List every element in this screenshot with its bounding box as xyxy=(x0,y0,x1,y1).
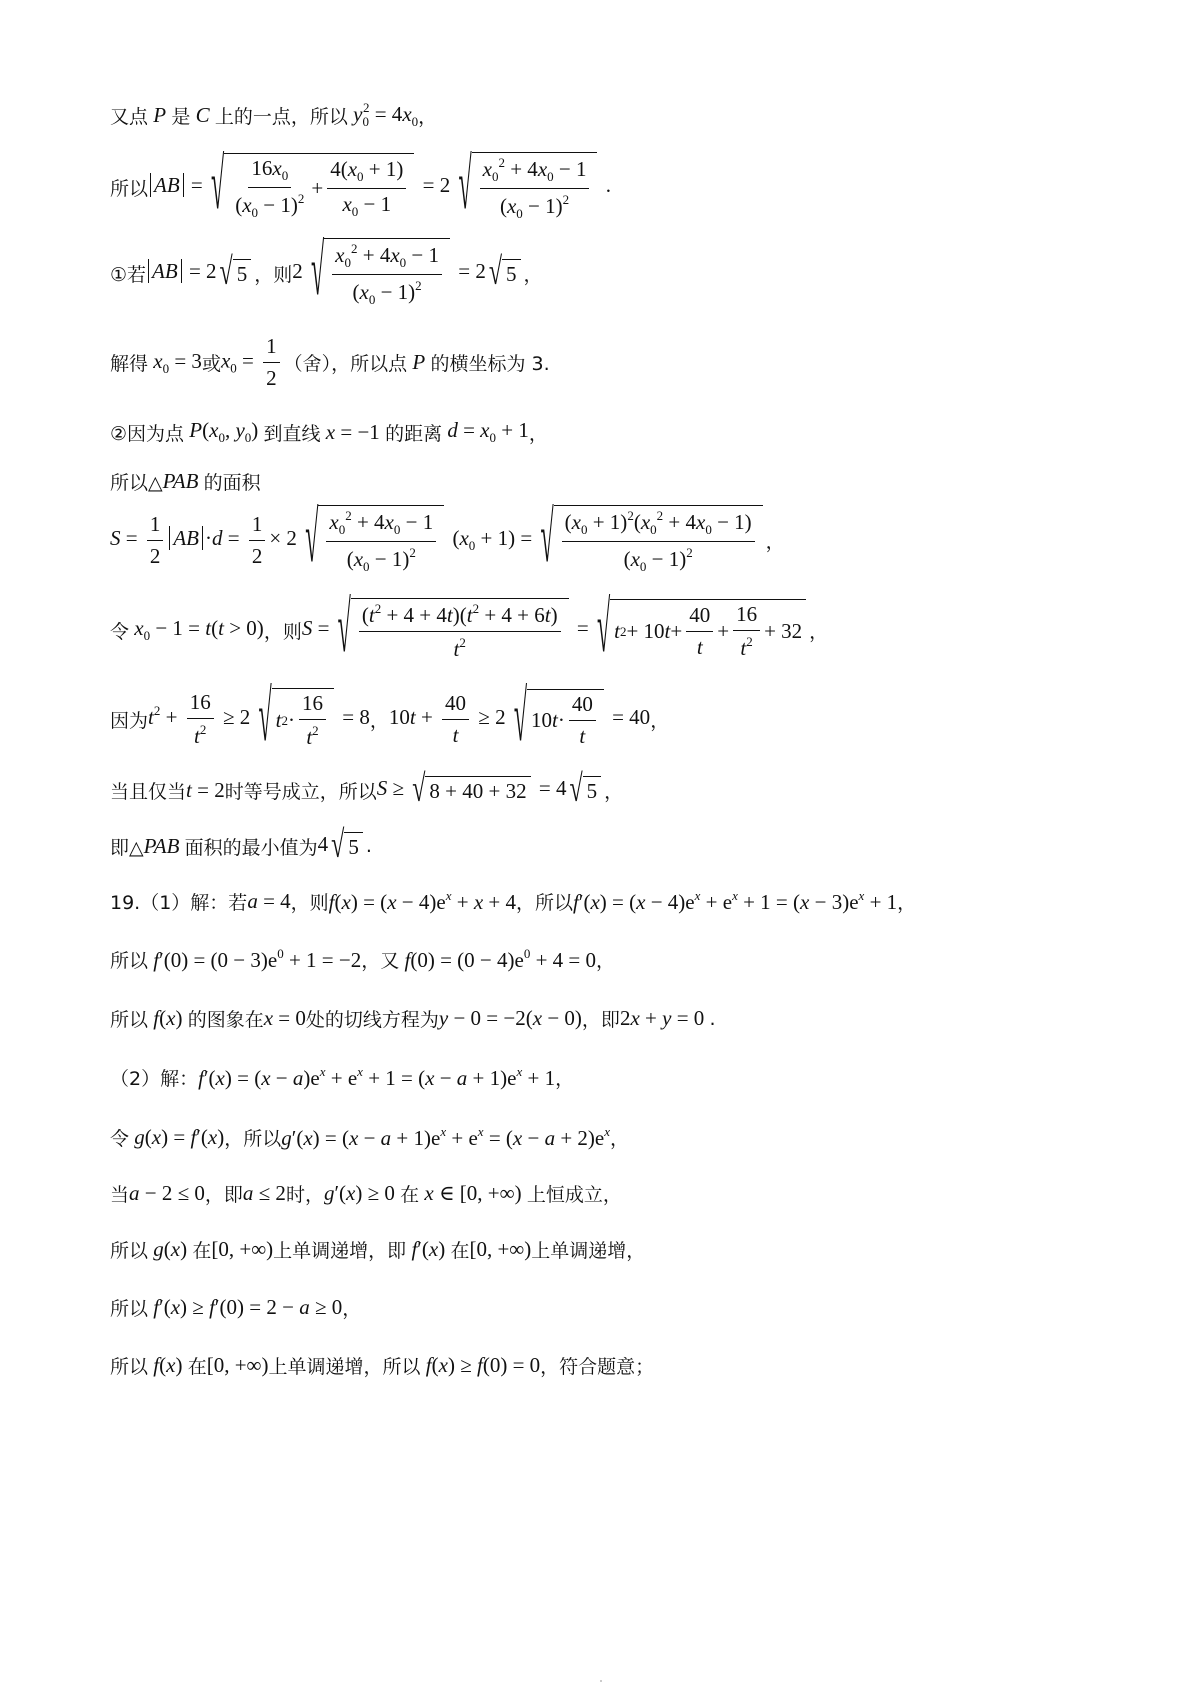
line-4: 解得 $x_0 = 3$ 或 $x_0$ = $\frac{1}{2}$ （舍），所以点 P 的横坐标为 3. xyxy=(110,334,550,390)
math: AB = √ $\frac{16x_0}{(x_0 - 1)^2}$ + $\frac{4(x_0 + 1)}{x_0 - 1}$ = 2 √ $\frac{x_0^2 + 4x_0 - 1}{(x_0 - 1)^2}$ . xyxy=(148,152,611,222)
math: f′(x) ≥ f′(0) = 2 − a ≥ 0 xyxy=(153,1295,343,1319)
math: $y_0^2 = 4x_0$ xyxy=(353,100,419,129)
line-1: 又点 P 是 C 上的一点，所以 $y_0^2 = 4x_0$ ， xyxy=(110,100,438,129)
math: $d = x_0 + 1$ xyxy=(447,418,529,445)
math: 2 √ $\frac{x_0^2 + 4x_0 - 1}{(x_0 - 1)^2}$ = 2 √ 5 xyxy=(292,238,523,308)
page-speck xyxy=(600,1680,602,1682)
line-16: 令 g(x) = f′(x) ，所以 $g'(x) = (x - a + 1)e^x + e^x = (x - a + 2)e^x$ ， xyxy=(110,1124,630,1150)
math: [0, +∞) xyxy=(211,1237,274,1261)
math: a = 4 xyxy=(247,889,291,913)
line-14: 所以 f(x) 的图象在 x = 0 处的切线方程为 y − 0 = −2(x − 0) ，即 2x + y = 0 . xyxy=(110,1006,716,1031)
line-2: 所以 AB = √ $\frac{16x_0}{(x_0 - 1)^2}$ + $\frac{4(x_0 + 1)}{x_0 - 1}$ = 2 √ $\frac{x_0^2 + 4x_0 - 1}{(x_0 - 1)^2}$ . xyxy=(110,148,611,226)
math: C xyxy=(190,102,215,127)
line-17: 当 a − 2 ≤ 0 ，即 a ≤ 2 时， g′(x) ≥ 0 在 x ∈ [0, +∞) 上恒成立， xyxy=(110,1181,622,1206)
math: f(x) xyxy=(153,1353,188,1377)
math: $g'(x) = (x - a + 1)e^x + e^x = (x - a + 2)e^x$ xyxy=(281,1124,611,1150)
math: g(x) = f′(x) xyxy=(134,1125,225,1149)
math: P xyxy=(148,102,172,127)
math: PAB xyxy=(143,833,185,858)
math: PAB xyxy=(162,469,204,493)
math: $f(x) = (x - 4)e^x + x + 4$ xyxy=(328,888,516,914)
math: y − 0 = −2(x − 0) xyxy=(438,1006,582,1030)
line-13: 所以 $f'(0) = (0 - 3)e^0 + 1 = -2$ ，又 $f(0) = (0 - 4)e^0 + 4 = 0$ ， xyxy=(110,946,616,972)
math: AB = 2 √ 5 xyxy=(146,259,254,287)
line-6: 所以△ PAB 的面积 xyxy=(110,469,261,494)
math: a ≤ 2 xyxy=(242,1181,286,1205)
math: f(x) xyxy=(153,1006,188,1030)
math: [0, +∞) xyxy=(469,1237,532,1261)
line-8: 令 $x_0 - 1 = t(t > 0)$ ，则 S = √ $\frac{(t^2 + 4 + 4t)(t^2 + 4 + 6t)}{t^2}$ = √ t 2 + 10 t + $\frac{40}{t}$ + $\frac{16}{t^2}$ + 32 ， xyxy=(110,591,829,669)
math: $t^2$ + $\frac{16}{t^2}$ ≥ 2 √ t 2 · $\frac{16}{t^2}$ = 8 xyxy=(148,680,370,758)
math: $P(x_0$, $y_0$) xyxy=(189,418,264,445)
line-10: 当且仅当 t = 2 时等号成立，所以 S ≥ √ 8 + 40 + 32 = 4 √ 5 ， xyxy=(110,769,624,811)
math: x ∈ [0, +∞) xyxy=(424,1181,527,1205)
line-5: ②因为点 $P(x_0$, $y_0$) 到直线 x = −1 的距离 $d = x_0 + 1$ ， xyxy=(110,418,548,445)
math: 2x + y = 0 xyxy=(619,1006,710,1030)
math: S ≥ √ 8 + 40 + 32 = 4 √ 5 xyxy=(377,776,604,804)
line-9: 因为 $t^2$ + $\frac{16}{t^2}$ ≥ 2 √ t 2 · $\frac{16}{t^2}$ = 8 ， 10t + $\frac{40}{t}$ ≥ 2 √ 10 t · $\frac{40}{t}$ = 40 ， xyxy=(110,680,670,758)
math: $f'(x) = (x - a)e^x + e^x + 1 = (x - a + 1)e^x + 1$ xyxy=(198,1064,556,1090)
line-11: 即△ PAB 面积的最小值为 4 √ 5 . xyxy=(110,825,372,867)
math: $f'(x) = (x - 4)e^x + e^x + 1 = (x - 3)e^x + 1$ xyxy=(573,888,898,914)
math: a − 2 ≤ 0 xyxy=(129,1181,205,1205)
line-18: 所以 g(x) 在 [0, +∞) 上单调递增，即 f′(x) 在 [0, +∞) 上单调递增， xyxy=(110,1237,646,1262)
math: g(x) xyxy=(153,1237,193,1261)
math: $f'(0) = (0 - 3)e^0 + 1 = -2$ xyxy=(153,946,362,972)
math: $x_0 = 3$ xyxy=(153,348,202,376)
line-3: ①若 AB = 2 √ 5 ，则 2 √ $\frac{x_0^2 + 4x_0 - 1}{(x_0 - 1)^2}$ = 2 √ 5 ， xyxy=(110,234,543,312)
math: $f(0) = (0 - 4)e^0 + 4 = 0$ xyxy=(404,946,596,972)
math: 4 √ 5 xyxy=(318,832,366,860)
math: f(x) ≥ f(0) = 0 xyxy=(425,1353,541,1377)
math: t = 2 xyxy=(186,777,225,802)
math: S = √ $\frac{(t^2 + 4 + 4t)(t^2 + 4 + 6t)}{t^2}$ = √ t 2 + 10 t + $\frac{40}{t}$ + $\frac{16}{t^2}$ + 32 xyxy=(302,598,809,662)
math: 10t + $\frac{40}{t}$ ≥ 2 √ 10 t · $\frac{40}{t}$ = 40 xyxy=(388,680,651,758)
math: x = 0 xyxy=(263,1006,306,1030)
math: g′(x) ≥ 0 xyxy=(323,1181,401,1205)
math: [0, +∞) xyxy=(206,1353,269,1377)
line-19: 所以 f′(x) ≥ f′(0) = 2 − a ≥ 0 ， xyxy=(110,1295,362,1320)
math: x = −1 xyxy=(325,419,386,444)
line-15: （2）解： $f'(x) = (x - a)e^x + e^x + 1 = (x - a + 1)e^x + 1$ ， xyxy=(110,1064,575,1090)
math: $x_0$ = $\frac{1}{2}$ xyxy=(221,334,284,391)
math: f′(x) xyxy=(411,1237,451,1261)
math: $x_0 - 1 = t(t > 0)$ xyxy=(134,616,264,643)
math: P xyxy=(407,350,431,374)
line-20: 所以 f(x) 在 [0, +∞) 上单调递增，所以 f(x) ≥ f(0) = 0 ，符合题意； xyxy=(110,1353,655,1378)
math: S = $\frac{1}{2}$ AB ·d = $\frac{1}{2}$ × 2 √ $\frac{x_0^2 + 4x_0 - 1}{(x_0 - 1)^2}$ $(x_0 + 1)$ = √ $\frac{(x_0 + 1)^2(x_0^2 + 4x_0 - 1)}{(x_0 - 1)^2}$ xyxy=(110,505,766,575)
line-7: S = $\frac{1}{2}$ AB ·d = $\frac{1}{2}$ × 2 √ $\frac{x_0^2 + 4x_0 - 1}{(x_0 - 1)^2}$ $(x_0 + 1)$ = √ $\frac{(x_0 + 1)^2(x_0^2 + 4x_0 - 1)}{(x_0 - 1)^2}$ ， xyxy=(110,501,785,579)
line-12: 19.（1）解：若 a = 4 ，则 $f(x) = (x - 4)e^x + x + 4$ ，所以 $f'(x) = (x - 4)e^x + e^x + 1 = (x - 3)e^x + 1$ ， xyxy=(110,888,917,914)
